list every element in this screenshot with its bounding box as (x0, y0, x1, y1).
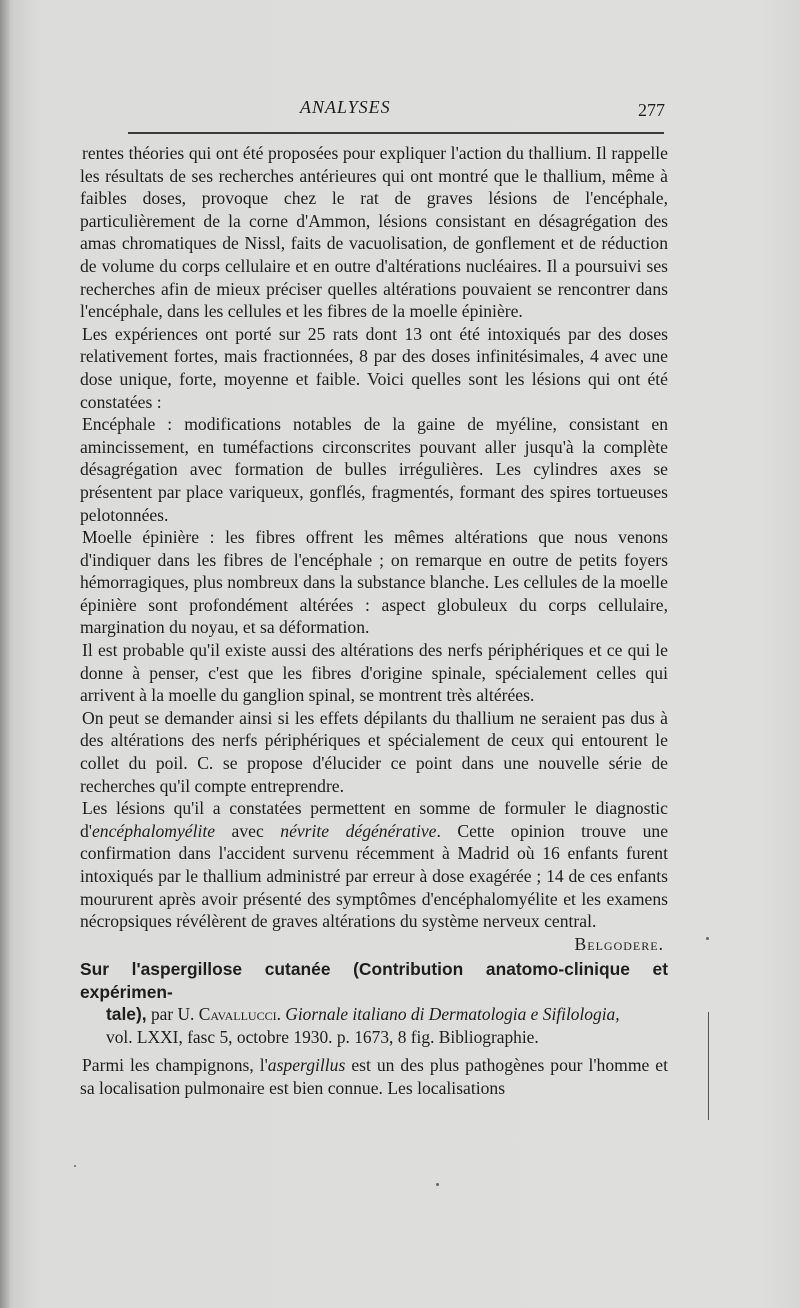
author-signature: Belgodere. (574, 933, 664, 954)
paragraph-6: On peut se demander ainsi si les effets dépilants du thallium ne seraient pas dus à des altérations des nerfs périphériques et spécialement de ceux qui entourent le collet du poil. C. se propose d'élucider ce point dans une nouvelle série de recherches qu'il compte entreprendre. (80, 707, 668, 796)
diagnosis-term-encephalomyelite: encéphalomyélite (91, 820, 216, 841)
article-par: par (146, 1004, 178, 1025)
main-text (80, 142, 668, 1099)
paragraph-1: rentes théories qui ont été proposées pour expliquer l'action du thallium. Il rappelle les résultats de ses recherches antérieures qui ont montré que le thallium, même à faibles doses, provoque chez le rat de graves lésions de l'encéphale, particulièrement de la corne d'Ammon, lésions consistant en désagrégation des amas chromatiques de Nissl, faits de vacuolisation, de gonflement et de réduction de volume du corps cellulaire et en outre d'altérations nucléaires. Il a poursuivi ses recherches afin de mieux préciser quelles altérations pouvaient se rencontrer dans l'encéphale, dans les cellules et les fibres de la moelle épinière. (80, 143, 668, 322)
article-reference: vol. LXXI, fasc 5, octobre 1930. p. 1673, 8 fig. Bibliographie. (106, 1026, 539, 1047)
margin-bracket-mark (702, 1012, 709, 1120)
paragraph-5: Il est probable qu'il existe aussi des altérations des nerfs périphériques et ce qui le donne à penser, c'est que les fibres d'origine spinale, spécialement celles qui arrivent à la moelle du ganglion spinal, se montrent très altérées. (80, 640, 668, 706)
binding-gutter (0, 0, 10, 1308)
article-paragraph-1 (80, 1054, 668, 1099)
article-title-line-1: Sur l'aspergillose cutanée (Contribution anatomo-clinique et expérimen- (80, 959, 668, 1002)
article-title-line-2 (80, 1003, 668, 1025)
paragraph-7-text-c: avec (215, 820, 281, 841)
article-paragraph-text-a: Parmi les champignons, l' (82, 1055, 268, 1075)
page-number: 277 (638, 100, 665, 120)
article-author: U. Cavallucci. (177, 1004, 281, 1025)
article-heading (80, 958, 668, 1025)
paper-speck (706, 937, 709, 940)
article-title-end: tale), (106, 1004, 147, 1025)
paragraph-7 (80, 797, 668, 933)
article-paragraph-text-c: est un des plus pathogènes pour l'homme et sa localisation pulmonaire est bien connue. Les localisations (80, 1055, 668, 1098)
diagnosis-term-nevrite: névrite dégénérative (280, 820, 437, 841)
paper-speck (74, 1165, 76, 1167)
article-journal: Giornale italiano di Dermatologia e Sifilologia, (280, 1004, 620, 1025)
term-aspergillus: aspergillus (267, 1055, 346, 1075)
paragraph-7-text-a: Les lésions qu'il a constatées permettent en somme de formuler le diagnostic d' (80, 798, 668, 841)
running-head: ANALYSES (300, 97, 391, 117)
paragraph-3: Encéphale : modifications notables de la gaine de myéline, consistant en amincissement, en tuméfactions circonscrites pouvant aller jusqu'à la complète désagrégation avec formation de bulles irrégulières. Les cylindres axes se présentent par place variqueux, gonflés, fragmentés, formant des spires tortueuses pelotonnées. (80, 414, 668, 525)
header-rule (128, 132, 664, 134)
paragraph-4: Moelle épinière : les fibres offrent les mêmes altérations que nous venons d'indiquer dans les fibres de l'encéphale ; on remarque en outre de petits foyers hémorragiques, plus nombreux dans la substance blanche. Les cellules de la moelle épinière sont profondément altérées : aspect globuleux du corps cellulaire, margination du noyau, et sa déformation. (80, 527, 668, 638)
paragraph-7-text-e: . Cette opinion trouve une confirmation dans l'accident survenu récemment à Madrid où 16 enfants furent intoxiqués par le thallium administré par erreur à dose exagérée ; 14 de ces enfants moururent après avoir présenté des symptômes d'encéphalomyélite et les examens nécropsiques révélèrent de graves altérations du système nerveux central. (80, 820, 668, 932)
paragraph-2: Les expériences ont porté sur 25 rats dont 13 ont été intoxiqués par des doses relativement fortes, mais fractionnées, 8 par des doses infinitésimales, 4 avec une dose unique, forte, moyenne et faible. Voici quelles sont les lésions qui ont été constatées : (80, 323, 668, 412)
paper-speck (436, 1183, 439, 1186)
